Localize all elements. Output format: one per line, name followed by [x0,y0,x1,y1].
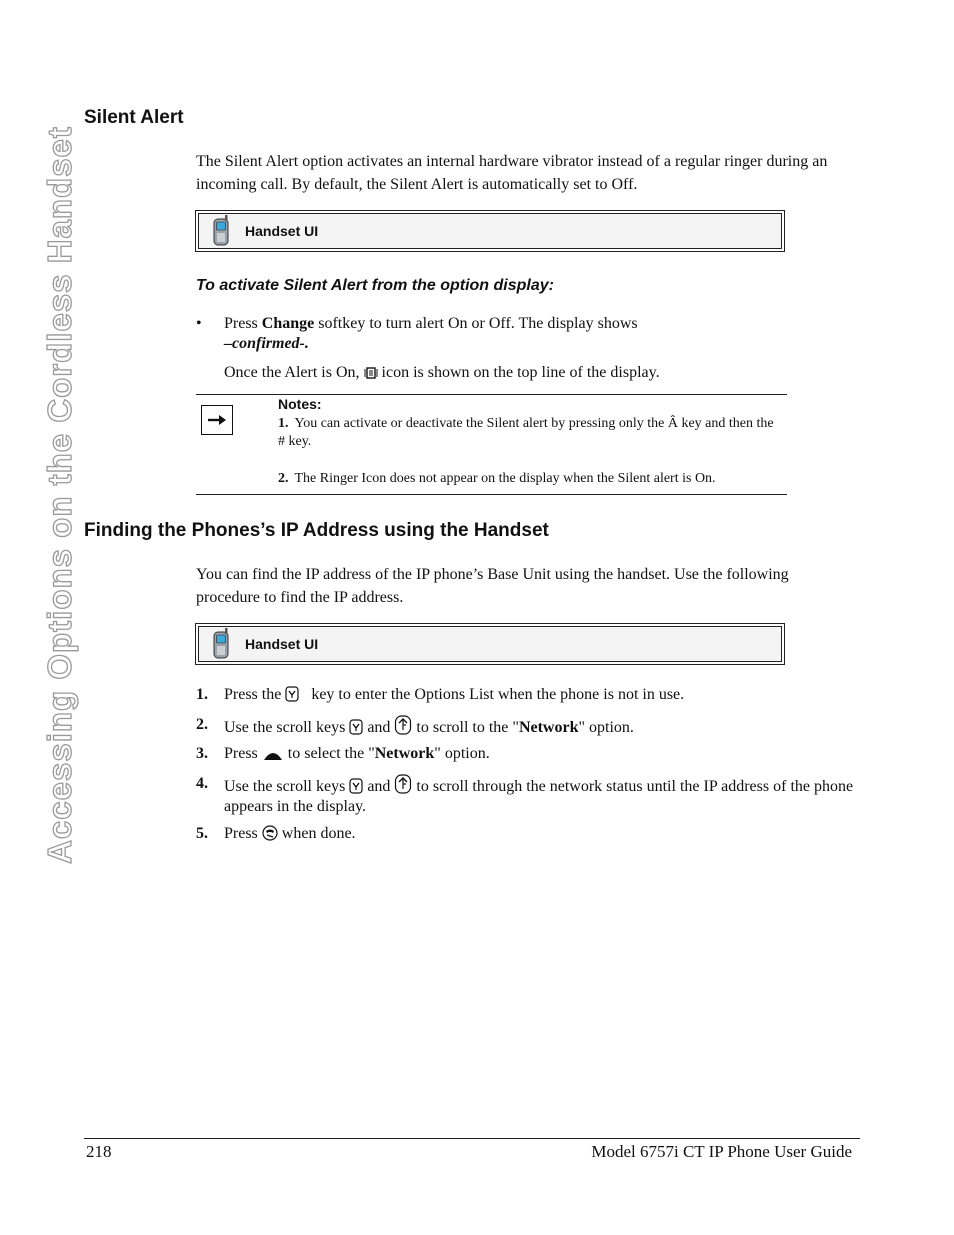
bullet-text-post: softkey to turn alert On or Off. The display shows [314,315,638,332]
step-4 [196,774,856,817]
notes-box [196,394,787,495]
note-text: The Ringer Icon does not appear on the display when the Silent alert is On. [294,471,716,486]
step-text: " option. [578,719,634,736]
note-item [278,415,783,451]
alert-on-text-pre: Once the Alert is On, [224,364,360,381]
step-text: Press the [224,686,282,703]
step-text: to select the " [287,745,375,762]
step-number: 1. [196,686,208,703]
step-text: to scroll to the " [416,719,519,736]
silent-alert-intro: The Silent Alert option activates an internal hardware vibrator instead of a regular ringer during an incoming call. By default, the Silent Alert is automatically set to Off. [196,153,828,193]
step-number: 4. [196,775,208,792]
step-text: to scroll through the network status until the IP address of the phone appears in the display. [224,778,854,815]
note-arrow-icon [201,405,233,435]
network-option-label: Network [518,719,579,736]
note-number: 2. [278,471,289,486]
step-2 [196,715,856,738]
step-text: " option. [434,745,490,762]
section-heading-ip-address: Finding the Phones’s IP Address using the Handset [84,520,549,541]
handset-ui-banner [195,210,785,252]
bullet-marker: • [196,315,202,332]
scroll-down-key-icon [349,778,363,794]
ip-address-intro: You can find the IP address of the IP phone’s Base Unit using the handset. Use the following procedure to find the IP address. [196,566,789,606]
step-text: and [367,719,391,736]
bullet-change-softkey [196,314,796,354]
section-heading-silent-alert: Silent Alert [84,107,184,128]
notes-title: Notes: [278,396,322,412]
chapter-side-title [40,110,80,880]
step-3 [196,744,856,764]
step-text: when done. [281,825,356,842]
step-5 [196,824,856,844]
note-text: You can activate or deactivate the Silent alert by pressing only the Â key and then the # key. [278,416,774,449]
change-softkey-label: Change [261,315,315,332]
guide-title: Model 6757i CT IP Phone User Guide [591,1142,852,1161]
step-text: Press [224,745,258,762]
scroll-down-key-icon [349,719,363,735]
scroll-up-key-icon [394,774,412,794]
step-text: Use the scroll keys [224,778,346,795]
step-text: and [367,778,391,795]
note-number: 1. [278,416,289,431]
step-text: Press [224,825,258,842]
note-item [278,470,783,488]
handset-ui-label: Handset UI [245,223,319,239]
handset-ui-label: Handset UI [245,636,319,652]
alert-on-text-post: icon is shown on the top line of the display. [381,364,660,381]
step-text: Use the scroll keys [224,719,346,736]
chapter-side-title-text: Accessing Options on the Cordless Handset [41,126,78,864]
handset-phone-icon [209,215,233,247]
step-text: key to enter the Options List when the phone is not in use. [311,686,685,703]
network-option-label: Network [374,745,435,762]
handset-ui-banner [195,623,785,665]
scroll-up-key-icon [394,715,412,735]
page-number: 218 [86,1142,112,1161]
alert-on-note [224,364,660,382]
bullet-text-pre: Press [224,315,262,332]
select-softkey-icon [262,749,284,761]
handset-phone-icon [209,628,233,660]
footer-divider [84,1138,860,1139]
confirmed-text: –confirmed-. [224,335,309,352]
options-key-icon [285,686,299,702]
end-call-key-icon [262,825,278,841]
step-1 [196,685,856,705]
step-number: 3. [196,745,208,762]
step-number: 2. [196,716,208,733]
step-number: 5. [196,825,208,842]
vibrate-alert-icon [364,366,378,380]
procedure-title: To activate Silent Alert from the option display: [196,277,554,294]
